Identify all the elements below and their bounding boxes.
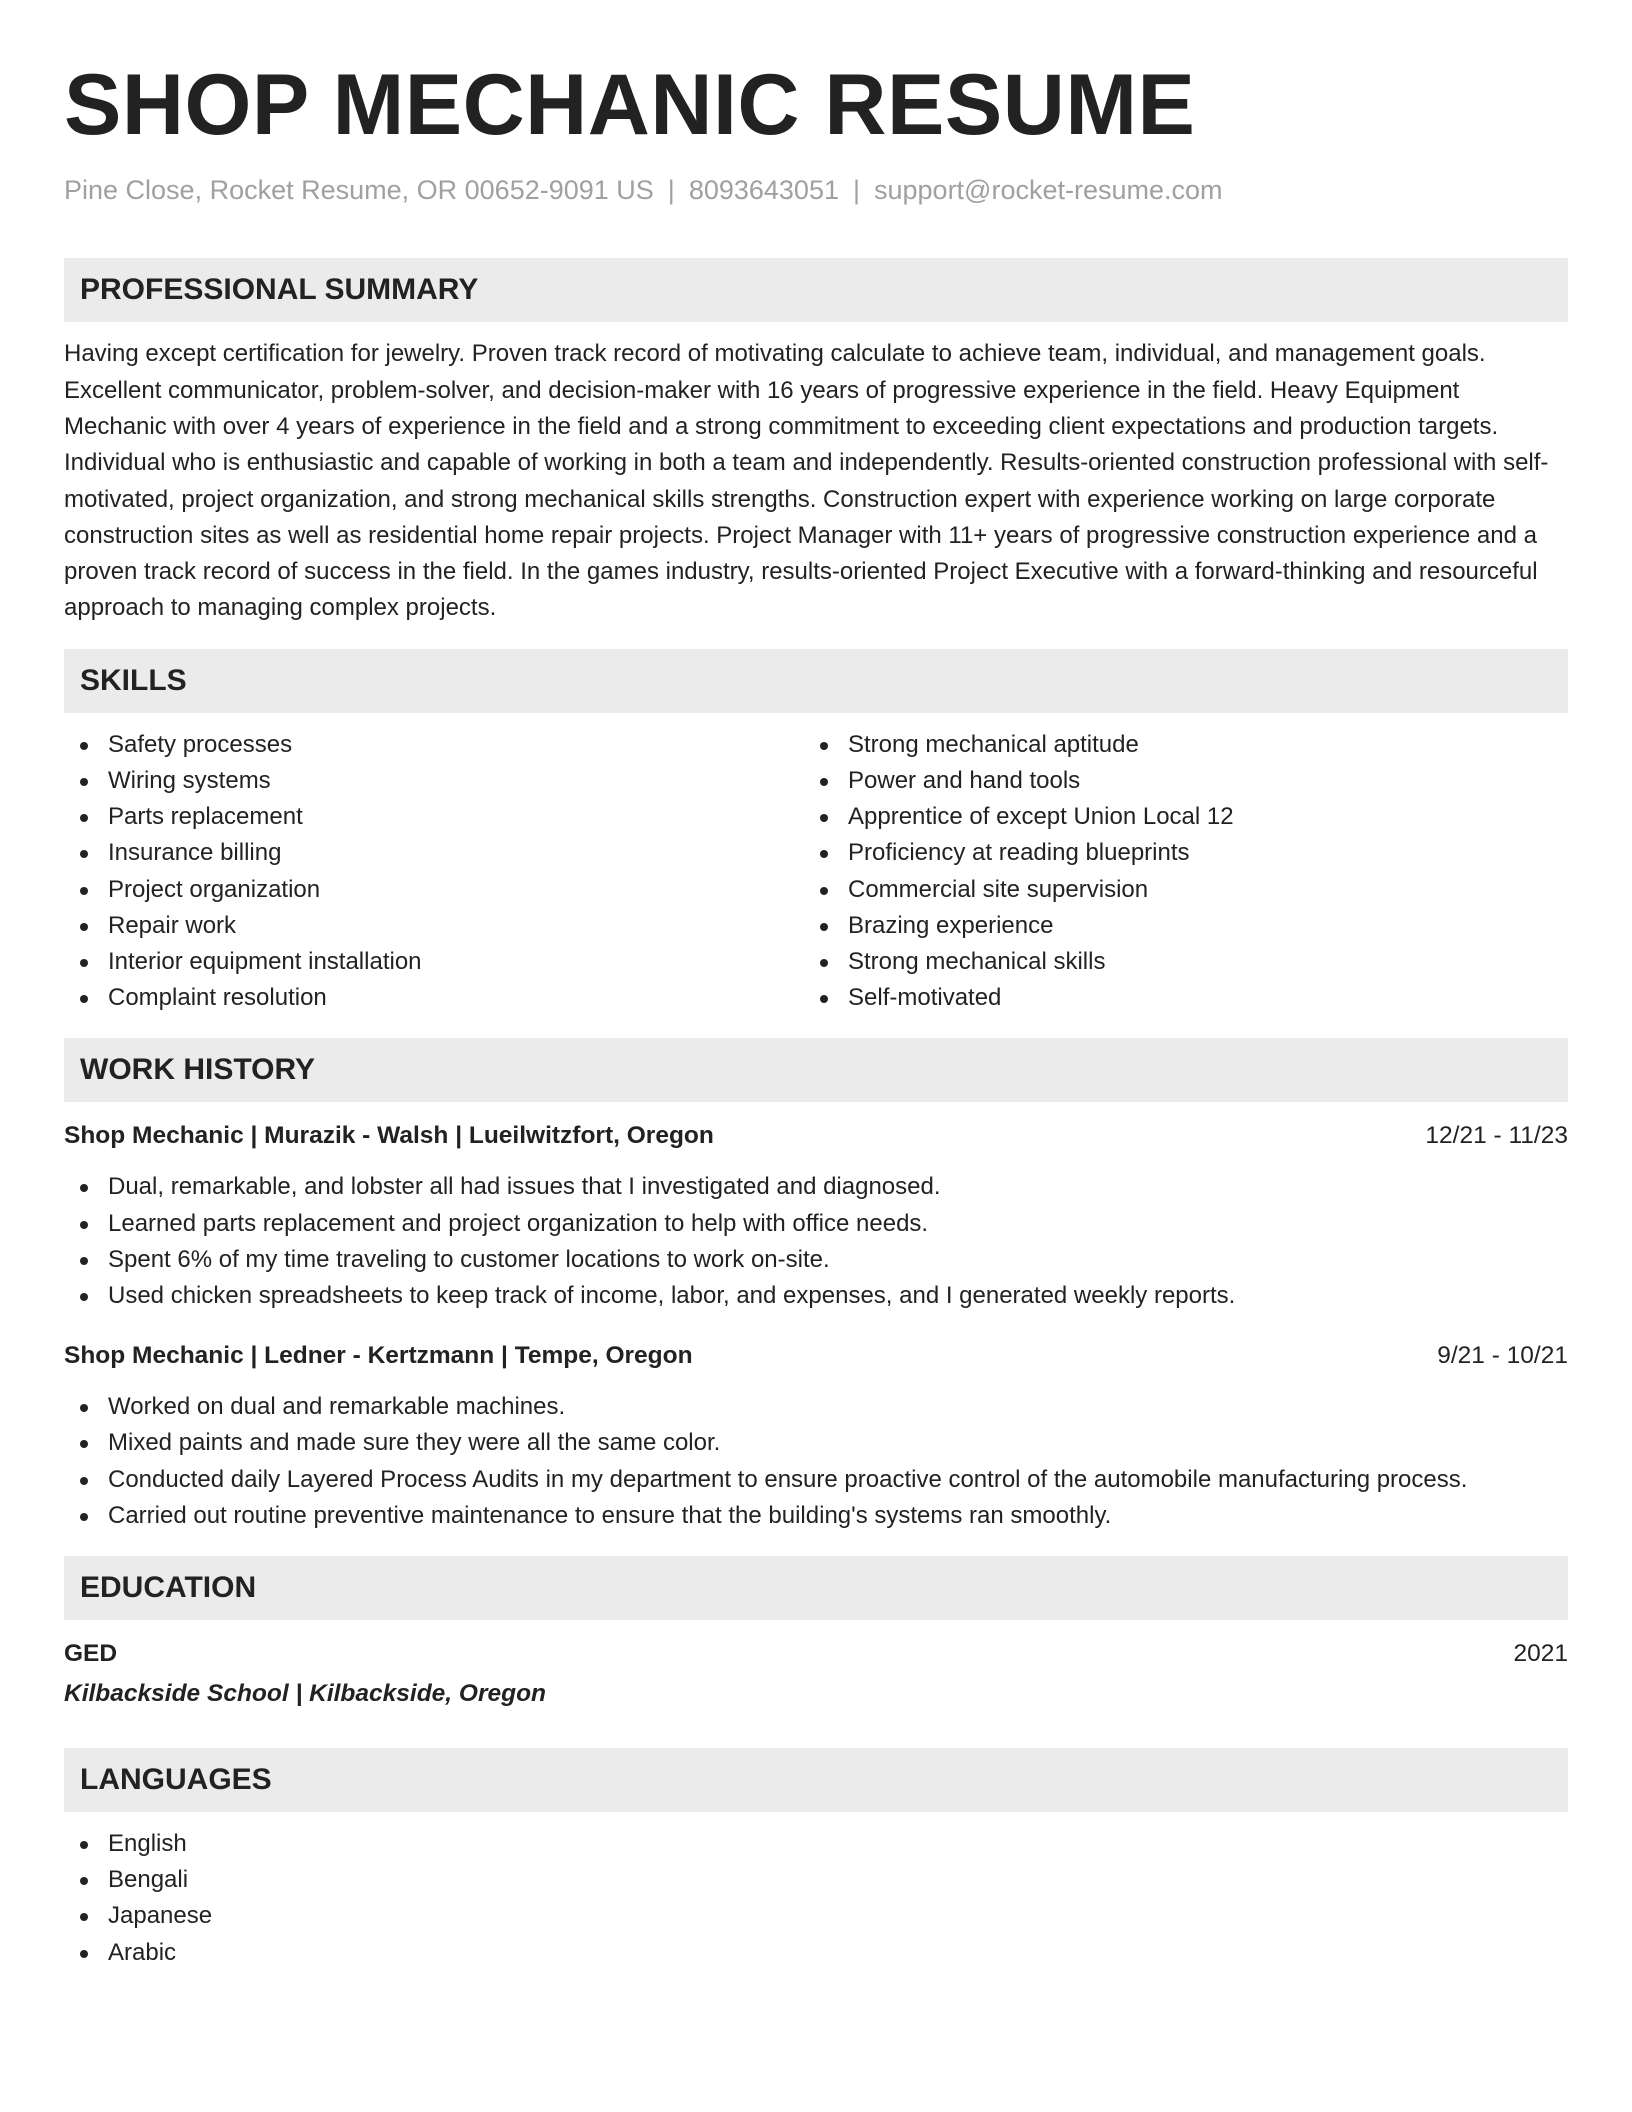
skill-item: Complaint resolution <box>64 980 804 1016</box>
contact-separator: | <box>667 175 675 205</box>
contact-email: support@rocket-resume.com <box>874 175 1223 205</box>
job-bullets <box>64 1389 1568 1534</box>
skill-item: Power and hand tools <box>804 763 1544 799</box>
section-heading-work: WORK HISTORY <box>64 1038 1568 1102</box>
resume-title: SHOP MECHANIC RESUME <box>64 57 1196 153</box>
job-entry <box>64 1118 1568 1314</box>
job-dates: 12/21 - 11/23 <box>1425 1122 1568 1150</box>
skill-item: Wiring systems <box>64 763 804 799</box>
language-item: Japanese <box>64 1898 1568 1934</box>
job-bullet: Dual, remarkable, and lobster all had issues that I investigated and diagnosed. <box>64 1169 1568 1205</box>
contact-separator: | <box>852 175 860 205</box>
skill-item: Apprentice of except Union Local 12 <box>804 799 1544 835</box>
skill-item: Insurance billing <box>64 835 804 871</box>
skills-column-right <box>804 727 1544 1017</box>
languages-list <box>64 1826 1568 1971</box>
education-header <box>64 1636 1568 1672</box>
job-bullet: Worked on dual and remarkable machines. <box>64 1389 1568 1425</box>
job-bullet: Used chicken spreadsheets to keep track of income, labor, and expenses, and I generated weekly reports. <box>64 1278 1568 1314</box>
skills-column-left <box>64 727 804 1017</box>
education-year: 2021 <box>1513 1640 1568 1668</box>
education-school: Kilbackside School | Kilbackside, Oregon <box>64 1680 547 1708</box>
skill-item: Interior equipment installation <box>64 944 804 980</box>
job-title: Shop Mechanic | Ledner - Kertzmann | Tempe, Oregon <box>64 1342 693 1370</box>
skill-item: Repair work <box>64 908 804 944</box>
contact-phone: 8093643051 <box>688 175 839 205</box>
skill-item: Proficiency at reading blueprints <box>804 835 1544 871</box>
job-bullet: Mixed paints and made sure they were all the same color. <box>64 1425 1568 1461</box>
section-heading-summary: PROFESSIONAL SUMMARY <box>64 258 1568 322</box>
language-item: Arabic <box>64 1935 1568 1971</box>
job-header <box>64 1118 1568 1154</box>
job-bullet: Carried out routine preventive maintenance to ensure that the building's systems ran smoothly. <box>64 1498 1568 1534</box>
job-title: Shop Mechanic | Murazik - Walsh | Lueilwitzfort, Oregon <box>64 1122 714 1150</box>
job-bullet: Learned parts replacement and project organization to help with office needs. <box>64 1206 1568 1242</box>
skill-item: Strong mechanical skills <box>804 944 1544 980</box>
job-header <box>64 1338 1568 1374</box>
summary-text: Having except certification for jewelry. Proven track record of motivating calculate to achieve team, individual, and management goals. Excellent communicator, problem-solver, and decision-maker with 16 years of progressive experience in the field. Heavy Equipment Mechanic with over 4 years of experience in the field and a strong commitment to exceeding client expectations and production targets. Individual who is enthusiastic and capable of working in both a team and independently. Results-oriented construction professional with self-motivated, project organization, and strong mechanical skills strengths. Construction expert with experience working on large corporate construction sites as well as residential home repair projects. Project Manager with 11+ years of progressive construction experience and a proven track record of success in the field. In the games industry, results-oriented Project Executive with a forward-thinking and resourceful approach to managing complex projects. <box>64 340 1549 622</box>
job-dates: 9/21 - 10/21 <box>1437 1342 1568 1370</box>
skill-item: Project organization <box>64 872 804 908</box>
section-heading-education: EDUCATION <box>64 1556 1568 1620</box>
skill-item: Self-motivated <box>804 980 1544 1016</box>
job-entry <box>64 1338 1568 1534</box>
skill-item: Brazing experience <box>804 908 1544 944</box>
language-item: Bengali <box>64 1862 1568 1898</box>
skills-list <box>64 727 1568 1017</box>
job-bullet: Spent 6% of my time traveling to customer locations to work on-site. <box>64 1242 1568 1278</box>
section-heading-skills: SKILLS <box>64 649 1568 713</box>
skill-item: Safety processes <box>64 727 804 763</box>
skill-item: Parts replacement <box>64 799 804 835</box>
education-degree: GED <box>64 1640 118 1668</box>
education-entry <box>64 1636 1568 1712</box>
contact-line <box>64 174 1568 206</box>
section-heading-languages: LANGUAGES <box>64 1748 1568 1812</box>
language-item: English <box>64 1826 1568 1862</box>
job-bullets <box>64 1169 1568 1314</box>
skill-item: Commercial site supervision <box>804 872 1544 908</box>
contact-address: Pine Close, Rocket Resume, OR 00652-9091 US <box>64 175 654 205</box>
skill-item: Strong mechanical aptitude <box>804 727 1544 763</box>
job-bullet: Conducted daily Layered Process Audits in my department to ensure proactive control of the automobile manufacturing process. <box>64 1462 1568 1498</box>
